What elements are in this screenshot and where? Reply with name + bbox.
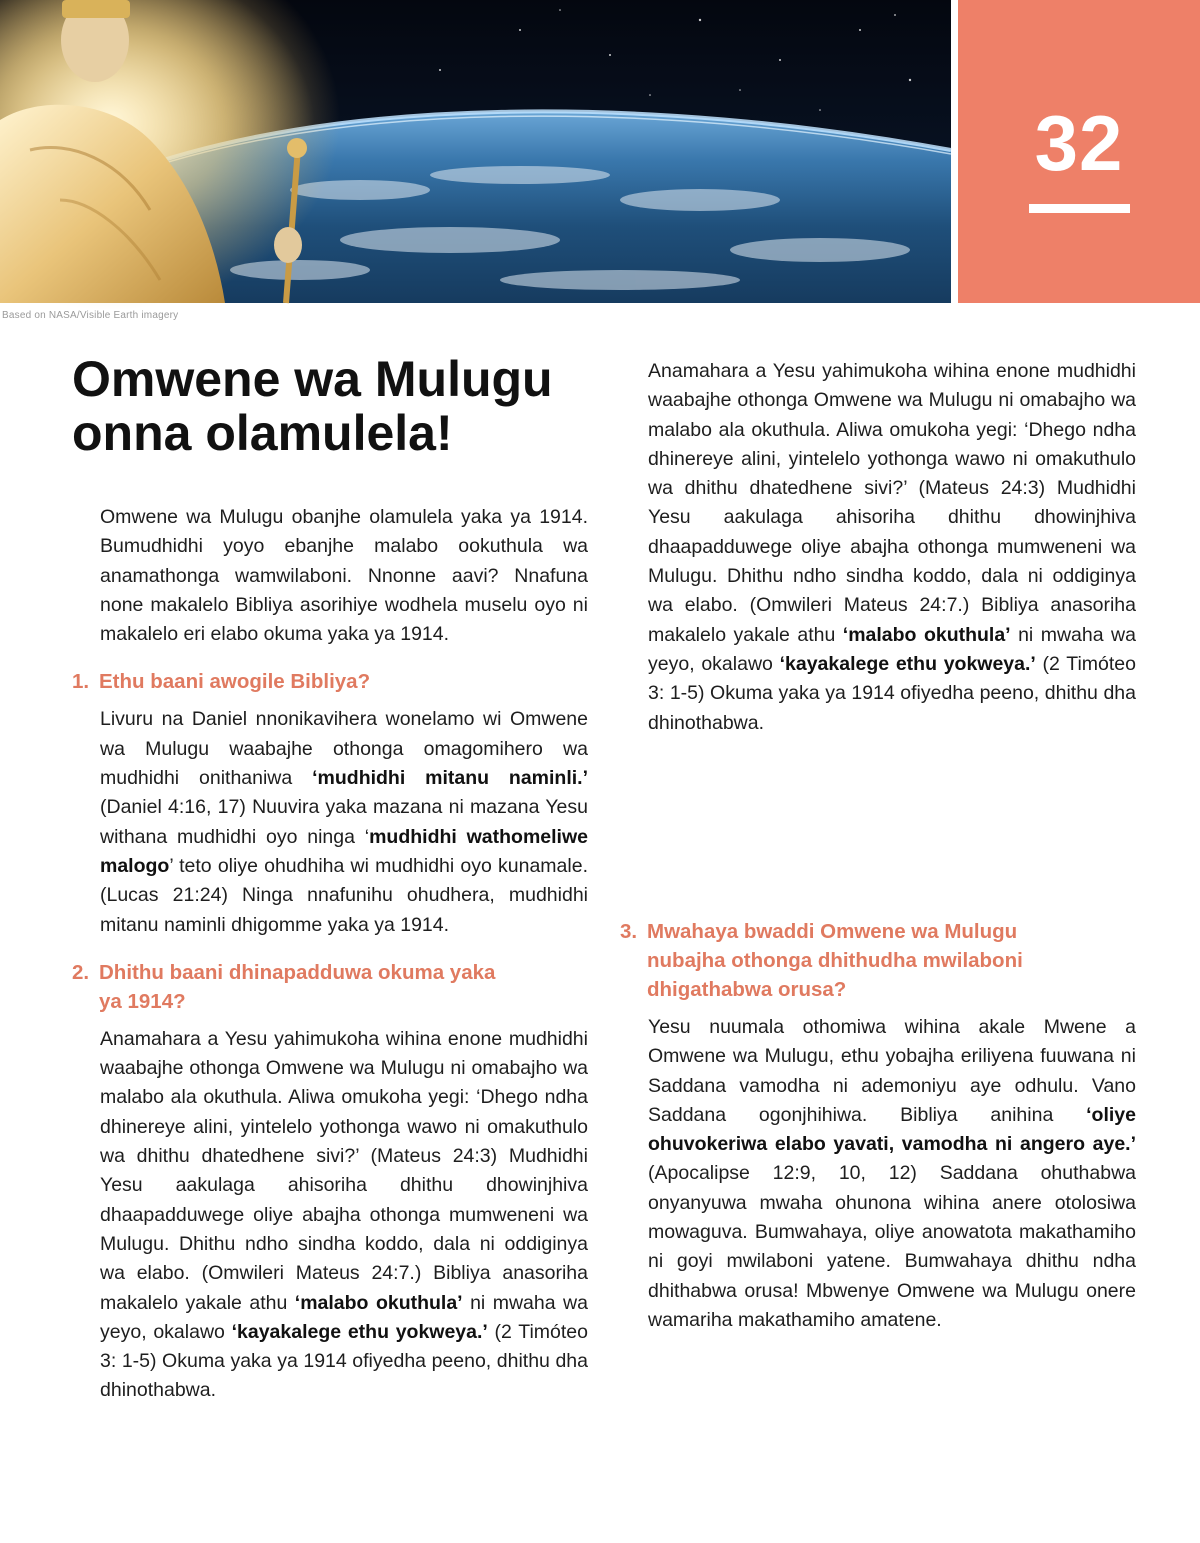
question-1-text: Ethu baani awogile Bibliya? <box>99 670 371 694</box>
chapter-number: 32 <box>1034 99 1124 187</box>
question-1-number: 1. <box>72 670 90 694</box>
answer-2-continued <box>648 360 1136 767</box>
right-column <box>620 360 1136 1335</box>
page-title <box>72 352 553 460</box>
hero-image <box>0 0 951 303</box>
answer-3-paragraph: Yesu nuumala othomiwa wihina akale Mwene a Omwene wa Mulugu, ethu yobajha eriliyena fuuwana ni Saddana vamodha ni ademoniyu aye odhulu. Vano Saddana ogonjhihiwa. Bibliya anihina ‘oliye ohuvokeriwa elabo yavati, vamodha ni angero aye.’ (Apocalipse 12:9, 10, 12) Saddana ohuthabwa onyanyuwa mwaha ohunona wihina anere otolosiwa mowaguva. Bumwahaya, oliye anowatota makathamiho ni goyi mwilaboni yatene. Bumwahaya dhithu ndha dhithabwa orusa! Mbwenye Omwene wa Mulugu onere wamariha makathamiho amatene. <box>648 1016 1136 1331</box>
title-line-1: Omwene wa Mulugu <box>72 351 553 407</box>
left-column <box>72 503 589 1402</box>
emphasis-text: ‘mudhidhi mitanu naminli.’ <box>312 767 589 790</box>
emphasis-text: ‘malabo okuthula’ <box>842 623 1011 646</box>
title-line-2: onna olamulela! <box>72 405 453 461</box>
emphasis-text: ‘kayakalege ethu yokweya.’ <box>231 1320 488 1343</box>
emphasis-text: ‘kayakalege ethu yokweya.’ <box>779 652 1036 675</box>
image-credit: Based on NASA/Visible Earth imagery <box>2 310 179 321</box>
question-2-heading <box>72 958 502 1016</box>
question-3-text: Mwahaya bwaddi Omwene wa Mulugu nubajha othonga dhithudha mwilaboni dhigathabwa orusa? <box>647 920 1023 1001</box>
question-1-heading <box>72 667 588 696</box>
answer-1-paragraph: Livuru na Daniel nnonikavihera wonelamo wi Omwene wa Mulugu waabajhe othonga omagomihero wa mudhidhi onithaniwa ‘mudhidhi mitanu naminli.’ (Daniel 4:16, 17) Nuuvira yaka mazana ni mazana Yesu withana mudhidhi oyo ninga ‘mudhidhi wathomeliwe malogo’ teto oliye ohudhiha wi mudhidhi oyo kunamale. (Lucas 21:24) Ninga nnafunihu ohudhera, mudhidhi mitanu naminli dhigomme yaka ya 1914. <box>100 708 589 936</box>
question-3-heading <box>620 917 1080 1004</box>
answer-2-paragraph: Anamahara a Yesu yahimukoha wihina enone mudhidhi waabajhe othonga Omwene wa Mulugu ni omabajho wa malabo ala okuthula. Aliwa omukoha yegi: ‘Dhego ndha dhinereye alini, yintelelo yothonga wawo ni omakuthulo wa dhithu dhatedhene sivi?’ (Mateus 24:3) Mudhidhi Yesu aakulaga ahisoriha dhithu dhowinjhiva dhaapadduwege oliye abajha othonga mumweneni wa Mulugu. Dhithu ndho sindha koddo, dala ni oddiginya wa elabo. (Omwileri Mateus 24:7.) Bibliya anasoriha makalelo yakale athu ‘malabo okuthula’ ni mwaha wa yeyo, okalawo ‘kayakalege ethu yokweya.’ (2 Timóteo 3: 1-5) Okuma yaka ya 1914 ofiyedha peeno, dhithu dha dhinothabwa. <box>100 1027 588 1402</box>
answer-2-continued-text: Anamahara a Yesu yahimukoha wihina enone mudhidhi waabajhe othonga Omwene wa Mulugu ni omabajho wa malabo ala okuthula. Aliwa omukoha yegi: ‘Dhego ndha dhinereye alini, yintelelo yothonga wawo ni omakuthulo wa dhithu dhatedhene sivi?’ (Mateus 24:3) Mudhidhi Yesu aakulaga ahisoriha dhithu dhowinjhiva dhaapadduwege oliye abajha othonga mumweneni wa Mulugu. Dhithu ndho sindha koddo, dala ni oddiginya wa elabo. (Omwileri Mateus 24:7.) Bibliya anasoriha makalelo yakale athu ‘malabo okuthula’ ni mwaha wa yeyo, okalawo ‘kayakalege ethu yokweya.’ (2 Timóteo 3: 1-5) Okuma yaka ya 1914 ofiyedha peeno, dhithu dha dhinothabwa. <box>648 360 1136 734</box>
emphasis-text: mudhidhi wathomeliwe malogo <box>100 825 588 877</box>
emphasis-text: ‘malabo okuthula’ <box>294 1291 463 1314</box>
question-2-number: 2. <box>72 960 90 984</box>
emphasis-text: ‘oliye ohuvokeriwa elabo yavati, vamodha ni angero aye.’ <box>648 1103 1136 1156</box>
intro-paragraph: Omwene wa Mulugu obanjhe olamulela yaka ya 1914. Bumudhidhi yoyo ebanjhe malabo ookuthula wa anamathonga wamwilaboni. Nnonne aavi? Nnafuna none makalelo Bibliya asorihiye wodhela muselu oyo ni makalelo eri elabo okuma yaka ya 1914. <box>100 506 588 646</box>
chapter-badge <box>958 0 1200 303</box>
king-over-earth-illustration <box>0 0 951 303</box>
question-3-number: 3. <box>620 920 638 943</box>
question-2-text: Dhithu baani dhinapadduwa okuma yaka ya 1914? <box>99 960 496 1013</box>
chapter-underline <box>1029 204 1130 213</box>
